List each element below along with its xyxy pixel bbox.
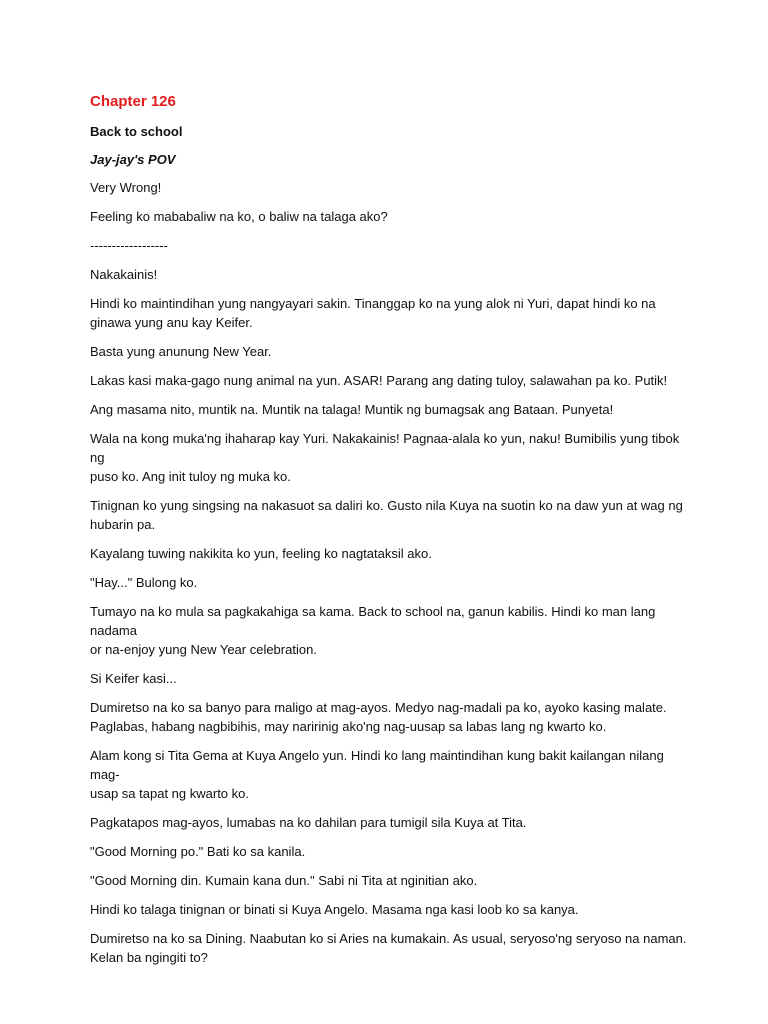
paragraph-line: "Good Morning po." Bati ko sa kanila. <box>90 844 306 859</box>
paragraph <box>90 207 690 226</box>
paragraph-line: ------------------ <box>90 238 168 253</box>
paragraph-line: Hindi ko talaga tinignan or binati si Kuya Angelo. Masama nga kasi loob ko sa kanya. <box>90 902 579 917</box>
paragraph-line: "Hay..." Bulong ko. <box>90 575 198 590</box>
paragraph-line: Kayalang tuwing nakikita ko yun, feeling ko nagtataksil ako. <box>90 546 432 561</box>
paragraph <box>90 698 690 736</box>
paragraph <box>90 236 690 255</box>
paragraph <box>90 429 690 486</box>
paragraph <box>90 400 690 419</box>
paragraph-line: Alam kong si Tita Gema at Kuya Angelo yun. Hindi ko lang maintindihan kung bakit kailangan nilang mag- <box>90 748 664 782</box>
paragraph-line: Basta yung anunung New Year. <box>90 344 272 359</box>
paragraph <box>90 871 690 890</box>
paragraph <box>90 178 690 197</box>
paragraph-line: Hindi ko maintindihan yung nangyayari sakin. Tinanggap ko na yung alok ni Yuri, dapat hindi ko na <box>90 296 656 311</box>
paragraph <box>90 294 690 332</box>
paragraph-line: Ang masama nito, muntik na. Muntik na talaga! Muntik ng bumagsak ang Bataan. Punyeta! <box>90 402 614 417</box>
paragraph-line: usap sa tapat ng kwarto ko. <box>90 786 249 801</box>
chapter-title: Chapter 126 <box>90 93 176 110</box>
paragraph-line: or na-enjoy yung New Year celebration. <box>90 642 317 657</box>
paragraph <box>90 265 690 284</box>
paragraph-line: Feeling ko mababaliw na ko, o baliw na talaga ako? <box>90 209 388 224</box>
paragraph <box>90 929 690 967</box>
chapter-subtitle: Back to school <box>90 124 183 139</box>
paragraph <box>90 602 690 659</box>
paragraph <box>90 371 690 390</box>
paragraph <box>90 842 690 861</box>
paragraph-line: ginawa yung anu kay Keifer. <box>90 315 253 330</box>
paragraph-line: Si Keifer kasi... <box>90 671 177 686</box>
paragraph-line: Kelan ba ngingiti to? <box>90 950 208 965</box>
paragraph-line: "Good Morning din. Kumain kana dun." Sabi ni Tita at nginitian ako. <box>90 873 478 888</box>
paragraph-line: Wala na kong muka'ng ihaharap kay Yuri. Nakakainis! Pagnaa-alala ko yun, naku! Bumibilis yung tibok ng <box>90 431 680 465</box>
paragraph <box>90 813 690 832</box>
paragraph <box>90 669 690 688</box>
paragraph <box>90 573 690 592</box>
paragraph-line: puso ko. Ang init tuloy ng muka ko. <box>90 469 291 484</box>
paragraph-line: Dumiretso na ko sa banyo para maligo at mag-ayos. Medyo nag-madali pa ko, ayoko kasing malate. <box>90 700 667 715</box>
paragraph-line: Lakas kasi maka-gago nung animal na yun. ASAR! Parang ang dating tuloy, salawahan pa ko. Putik! <box>90 373 668 388</box>
document-body <box>90 92 690 977</box>
pov-heading: Jay-jay's POV <box>90 152 176 167</box>
paragraph <box>90 544 690 563</box>
paragraph-list <box>90 178 690 967</box>
paragraph <box>90 496 690 534</box>
paragraph <box>90 900 690 919</box>
paragraph-line: hubarin pa. <box>90 517 156 532</box>
paragraph-line: Paglabas, habang nagbibihis, may naririnig ako'ng nag-uusap sa labas lang ng kwarto ko. <box>90 719 607 734</box>
paragraph <box>90 342 690 361</box>
paragraph-line: Tinignan ko yung singsing na nakasuot sa daliri ko. Gusto nila Kuya na suotin ko na daw yun at wag ng <box>90 498 683 513</box>
paragraph-line: Pagkatapos mag-ayos, lumabas na ko dahilan para tumigil sila Kuya at Tita. <box>90 815 527 830</box>
paragraph-line: Very Wrong! <box>90 180 162 195</box>
paragraph-line: Nakakainis! <box>90 267 158 282</box>
paragraph-line: Tumayo na ko mula sa pagkakahiga sa kama. Back to school na, ganun kabilis. Hindi ko man lang nadama <box>90 604 656 638</box>
paragraph <box>90 746 690 803</box>
paragraph-line: Dumiretso na ko sa Dining. Naabutan ko si Aries na kumakain. As usual, seryoso'ng seryoso na naman. <box>90 931 687 946</box>
